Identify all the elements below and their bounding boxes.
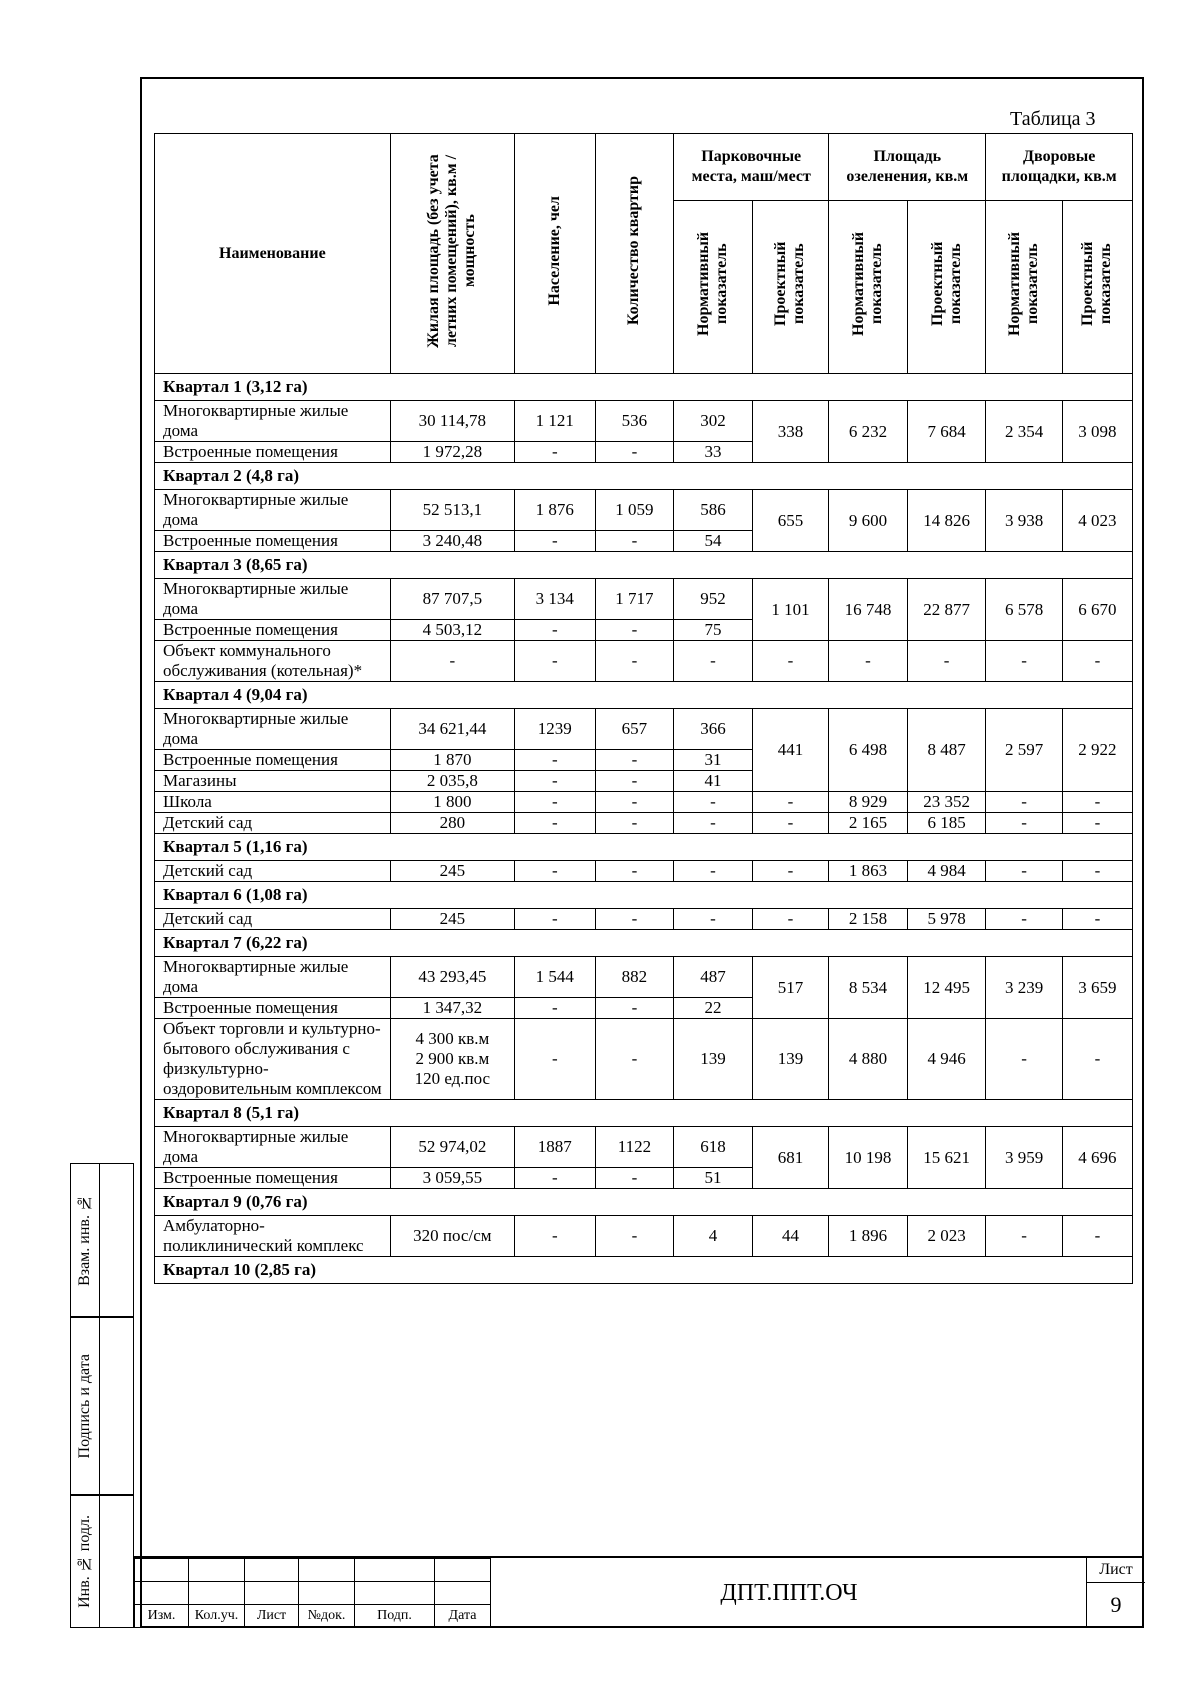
cell: 139 bbox=[752, 1019, 828, 1100]
cell: 10 198 bbox=[829, 1127, 908, 1189]
cell: - bbox=[752, 861, 828, 882]
quarter-title: Квартал 1 (3,12 га) bbox=[155, 374, 1133, 401]
cell: - bbox=[595, 813, 674, 834]
cell: - bbox=[986, 641, 1062, 682]
cell: - bbox=[514, 792, 595, 813]
table-row bbox=[155, 909, 1133, 930]
cell: - bbox=[674, 909, 753, 930]
cell: - bbox=[514, 998, 595, 1019]
cell: - bbox=[1062, 641, 1132, 682]
cell: 2 023 bbox=[907, 1216, 986, 1257]
row-label: Многоквартирные жилые дома bbox=[155, 579, 391, 620]
stamp-col-data: Дата bbox=[435, 1605, 491, 1628]
quarter-row bbox=[155, 682, 1133, 709]
table-row bbox=[155, 1216, 1133, 1257]
cell: 31 bbox=[674, 750, 753, 771]
cell: 8 929 bbox=[829, 792, 908, 813]
table-row bbox=[155, 1127, 1133, 1168]
row-label: Объект коммунального обслуживания (котельная)* bbox=[155, 641, 391, 682]
quarter-title: Квартал 8 (5,1 га) bbox=[155, 1100, 1133, 1127]
quarter-title: Квартал 4 (9,04 га) bbox=[155, 682, 1133, 709]
cell: - bbox=[514, 1168, 595, 1189]
table-row bbox=[155, 709, 1133, 750]
stamp-col-list: Лист bbox=[245, 1605, 299, 1628]
cell: 6 232 bbox=[829, 401, 908, 463]
cell: 34 621,44 bbox=[390, 709, 514, 750]
cell: 655 bbox=[752, 490, 828, 552]
quarter-row bbox=[155, 930, 1133, 957]
cell: 1 717 bbox=[595, 579, 674, 620]
table-row bbox=[155, 579, 1133, 620]
cell: - bbox=[595, 1216, 674, 1257]
row-label: Многоквартирные жилые дома bbox=[155, 490, 391, 531]
cell: - bbox=[986, 909, 1062, 930]
cell: 366 bbox=[674, 709, 753, 750]
document-code: ДПТ.ППТ.ОЧ bbox=[490, 1558, 1087, 1628]
cell: 1 896 bbox=[829, 1216, 908, 1257]
cell: 1 800 bbox=[390, 792, 514, 813]
cell: 6 498 bbox=[829, 709, 908, 792]
side-box-podpis bbox=[70, 1317, 134, 1495]
cell: - bbox=[674, 792, 753, 813]
header-greenery-project: Проектный показатель bbox=[928, 241, 964, 327]
quarter-row bbox=[155, 1189, 1133, 1216]
cell: - bbox=[514, 750, 595, 771]
cell: - bbox=[1062, 792, 1132, 813]
cell: - bbox=[595, 531, 674, 552]
table-row bbox=[155, 641, 1133, 682]
cell: 2 035,8 bbox=[390, 771, 514, 792]
cell: 2 165 bbox=[829, 813, 908, 834]
cell: - bbox=[595, 792, 674, 813]
cell-line: 4 300 кв.м bbox=[415, 1029, 490, 1048]
cell: 536 bbox=[595, 401, 674, 442]
cell: 30 114,78 bbox=[390, 401, 514, 442]
cell: 2 597 bbox=[986, 709, 1062, 792]
cell: 4 946 bbox=[907, 1019, 986, 1100]
cell: - bbox=[595, 1168, 674, 1189]
cell: 15 621 bbox=[907, 1127, 986, 1189]
cell: 517 bbox=[752, 957, 828, 1019]
cell: 1887 bbox=[514, 1127, 595, 1168]
cell: 487 bbox=[674, 957, 753, 998]
row-label: Объект торговли и культурно-бытового обслуживания с физкультурно-оздоровительным комплексом bbox=[155, 1019, 391, 1100]
cell bbox=[390, 1019, 514, 1100]
row-label: Встроенные помещения bbox=[155, 442, 391, 463]
cell: - bbox=[986, 813, 1062, 834]
header-yards-normative: Нормативный показатель bbox=[1006, 231, 1042, 337]
cell: 3 240,48 bbox=[390, 531, 514, 552]
cell: 3 098 bbox=[1062, 401, 1132, 463]
cell: - bbox=[514, 1216, 595, 1257]
cell: 33 bbox=[674, 442, 753, 463]
row-label: Встроенные помещения bbox=[155, 531, 391, 552]
cell: 43 293,45 bbox=[390, 957, 514, 998]
cell-line: 120 ед.пос bbox=[414, 1069, 491, 1088]
cell: 3 659 bbox=[1062, 957, 1132, 1019]
cell: - bbox=[595, 861, 674, 882]
cell: - bbox=[752, 792, 828, 813]
row-label: Детский сад bbox=[155, 909, 391, 930]
cell: 320 пос/см bbox=[390, 1216, 514, 1257]
cell: - bbox=[986, 1216, 1062, 1257]
cell: 4 503,12 bbox=[390, 620, 514, 641]
side-label-podpis: Подпись и дата bbox=[76, 1353, 93, 1459]
cell: - bbox=[1062, 909, 1132, 930]
cell: - bbox=[595, 1019, 674, 1100]
row-label: Многоквартирные жилые дома bbox=[155, 957, 391, 998]
cell: - bbox=[1062, 1216, 1132, 1257]
quarter-title: Квартал 3 (8,65 га) bbox=[155, 552, 1133, 579]
cell: 4 023 bbox=[1062, 490, 1132, 552]
cell: 51 bbox=[674, 1168, 753, 1189]
sheet-box bbox=[1086, 1558, 1145, 1628]
cell: - bbox=[514, 442, 595, 463]
stamp-col-koluch: Кол.уч. bbox=[189, 1605, 245, 1628]
cell: 1 347,32 bbox=[390, 998, 514, 1019]
cell: 52 513,1 bbox=[390, 490, 514, 531]
cell: - bbox=[829, 641, 908, 682]
cell: 952 bbox=[674, 579, 753, 620]
cell: - bbox=[1062, 861, 1132, 882]
header-parking: Парковочные места, маш/мест bbox=[674, 134, 829, 201]
cell: 4 bbox=[674, 1216, 753, 1257]
cell: 1 870 bbox=[390, 750, 514, 771]
header-living-area: Жилая площадь (без учета летних помещений), кв.м / мощность bbox=[425, 153, 479, 348]
cell: 1 863 bbox=[829, 861, 908, 882]
cell-line: 2 900 кв.м bbox=[415, 1049, 490, 1068]
row-label: Многоквартирные жилые дома bbox=[155, 709, 391, 750]
table-row bbox=[155, 490, 1133, 531]
cell: 681 bbox=[752, 1127, 828, 1189]
cell: - bbox=[514, 909, 595, 930]
cell: - bbox=[752, 641, 828, 682]
header-parking-project: Проектный показатель bbox=[772, 241, 808, 327]
cell: - bbox=[752, 813, 828, 834]
table-row bbox=[155, 1019, 1133, 1100]
cell: 280 bbox=[390, 813, 514, 834]
cell: 8 534 bbox=[829, 957, 908, 1019]
cell: 5 978 bbox=[907, 909, 986, 930]
side-label-vzam: Взам. инв. № bbox=[76, 1194, 93, 1286]
cell: 657 bbox=[595, 709, 674, 750]
cell: 2 354 bbox=[986, 401, 1062, 463]
row-label: Встроенные помещения bbox=[155, 750, 391, 771]
cell: 2 158 bbox=[829, 909, 908, 930]
cell: 618 bbox=[674, 1127, 753, 1168]
row-label: Встроенные помещения bbox=[155, 998, 391, 1019]
cell: 882 bbox=[595, 957, 674, 998]
cell: 1122 bbox=[595, 1127, 674, 1168]
cell: - bbox=[986, 861, 1062, 882]
cell: - bbox=[674, 861, 753, 882]
cell: 44 bbox=[752, 1216, 828, 1257]
cell: - bbox=[514, 531, 595, 552]
quarter-row bbox=[155, 834, 1133, 861]
quarter-title: Квартал 10 (2,85 га) bbox=[155, 1257, 1133, 1284]
header-name: Наименование bbox=[155, 134, 391, 374]
side-box-inv bbox=[70, 1495, 134, 1628]
cell: - bbox=[595, 909, 674, 930]
cell: - bbox=[595, 641, 674, 682]
cell: - bbox=[752, 909, 828, 930]
cell: 1 544 bbox=[514, 957, 595, 998]
header-population: Население, чел bbox=[545, 195, 563, 306]
table-row bbox=[155, 861, 1133, 882]
cell: 1239 bbox=[514, 709, 595, 750]
cell: - bbox=[907, 641, 986, 682]
header-yards-project: Проектный показатель bbox=[1079, 241, 1115, 327]
cell: - bbox=[514, 813, 595, 834]
row-label: Магазины bbox=[155, 771, 391, 792]
cell: 3 938 bbox=[986, 490, 1062, 552]
sheet-number: 9 bbox=[1110, 1592, 1122, 1617]
table-row bbox=[155, 792, 1133, 813]
row-label: Многоквартирные жилые дома bbox=[155, 1127, 391, 1168]
cell: - bbox=[514, 861, 595, 882]
quarter-row bbox=[155, 552, 1133, 579]
cell: 4 984 bbox=[907, 861, 986, 882]
cell: 22 bbox=[674, 998, 753, 1019]
cell: - bbox=[674, 641, 753, 682]
cell: - bbox=[674, 813, 753, 834]
table-row bbox=[155, 957, 1133, 998]
cell: - bbox=[390, 641, 514, 682]
sheet-label: Лист bbox=[1087, 1558, 1145, 1583]
cell: - bbox=[1062, 1019, 1132, 1100]
cell: 54 bbox=[674, 531, 753, 552]
cell: - bbox=[595, 620, 674, 641]
cell: 245 bbox=[390, 861, 514, 882]
quarter-title: Квартал 2 (4,8 га) bbox=[155, 463, 1133, 490]
header-yards: Дворовые площадки, кв.м bbox=[986, 134, 1133, 201]
cell: 1 121 bbox=[514, 401, 595, 442]
stamp-col-izm: Изм. bbox=[135, 1605, 189, 1628]
cell: 23 352 bbox=[907, 792, 986, 813]
cell: - bbox=[514, 1019, 595, 1100]
cell: - bbox=[595, 998, 674, 1019]
cell: - bbox=[595, 442, 674, 463]
quarter-row bbox=[155, 374, 1133, 401]
cell: 8 487 bbox=[907, 709, 986, 792]
main-table bbox=[154, 133, 1133, 1284]
cell: 4 880 bbox=[829, 1019, 908, 1100]
cell: - bbox=[986, 1019, 1062, 1100]
quarter-title: Квартал 5 (1,16 га) bbox=[155, 834, 1133, 861]
cell: 2 922 bbox=[1062, 709, 1132, 792]
cell: 16 748 bbox=[829, 579, 908, 641]
row-label: Детский сад bbox=[155, 813, 391, 834]
header-greenery-normative: Нормативный показатель bbox=[850, 231, 885, 337]
cell: 245 bbox=[390, 909, 514, 930]
cell: 7 684 bbox=[907, 401, 986, 463]
cell: 3 059,55 bbox=[390, 1168, 514, 1189]
row-label: Многоквартирные жилые дома bbox=[155, 401, 391, 442]
header-greenery: Площадь озеленения, кв.м bbox=[829, 134, 986, 201]
header-parking-normative: Нормативный показатель bbox=[694, 231, 730, 337]
cell: 586 bbox=[674, 490, 753, 531]
stamp-col-podp: Подп. bbox=[355, 1605, 435, 1628]
cell: 14 826 bbox=[907, 490, 986, 552]
cell: 41 bbox=[674, 771, 753, 792]
stamp-col-ndok: №док. bbox=[299, 1605, 355, 1628]
header-apartments: Количество квартир bbox=[625, 175, 643, 326]
cell: 6 670 bbox=[1062, 579, 1132, 641]
quarter-row bbox=[155, 1257, 1133, 1284]
cell: - bbox=[1062, 813, 1132, 834]
cell: 75 bbox=[674, 620, 753, 641]
cell: 1 101 bbox=[752, 579, 828, 641]
cell: 139 bbox=[674, 1019, 753, 1100]
row-label: Встроенные помещения bbox=[155, 1168, 391, 1189]
quarter-title: Квартал 7 (6,22 га) bbox=[155, 930, 1133, 957]
side-label-inv: Инв. № подл. bbox=[76, 1515, 93, 1608]
cell: 52 974,02 bbox=[390, 1127, 514, 1168]
cell: 1 876 bbox=[514, 490, 595, 531]
cell: 6 578 bbox=[986, 579, 1062, 641]
cell: 302 bbox=[674, 401, 753, 442]
row-label: Школа bbox=[155, 792, 391, 813]
cell: 12 495 bbox=[907, 957, 986, 1019]
title-block bbox=[134, 1558, 491, 1628]
cell: - bbox=[986, 792, 1062, 813]
cell: 6 185 bbox=[907, 813, 986, 834]
cell: 3 134 bbox=[514, 579, 595, 620]
table-row bbox=[155, 401, 1133, 442]
quarter-title: Квартал 9 (0,76 га) bbox=[155, 1189, 1133, 1216]
cell: - bbox=[514, 641, 595, 682]
row-label: Встроенные помещения bbox=[155, 620, 391, 641]
row-label: Детский сад bbox=[155, 861, 391, 882]
cell: 1 972,28 bbox=[390, 442, 514, 463]
quarter-row bbox=[155, 1100, 1133, 1127]
cell: 338 bbox=[752, 401, 828, 463]
table-row bbox=[155, 813, 1133, 834]
cell: 87 707,5 bbox=[390, 579, 514, 620]
cell: - bbox=[595, 771, 674, 792]
quarter-row bbox=[155, 463, 1133, 490]
cell: 1 059 bbox=[595, 490, 674, 531]
quarter-row bbox=[155, 882, 1133, 909]
row-label: Амбулаторно-поликлинический комплекс bbox=[155, 1216, 391, 1257]
side-box-vzam bbox=[70, 1163, 134, 1317]
cell: 441 bbox=[752, 709, 828, 792]
quarter-title: Квартал 6 (1,08 га) bbox=[155, 882, 1133, 909]
cell: - bbox=[514, 771, 595, 792]
cell: 3 959 bbox=[986, 1127, 1062, 1189]
cell: - bbox=[595, 750, 674, 771]
cell: 22 877 bbox=[907, 579, 986, 641]
cell: - bbox=[514, 620, 595, 641]
cell: 3 239 bbox=[986, 957, 1062, 1019]
cell: 9 600 bbox=[829, 490, 908, 552]
header-row bbox=[155, 134, 1133, 201]
table-caption: Таблица 3 bbox=[1010, 108, 1096, 130]
cell: 4 696 bbox=[1062, 1127, 1132, 1189]
